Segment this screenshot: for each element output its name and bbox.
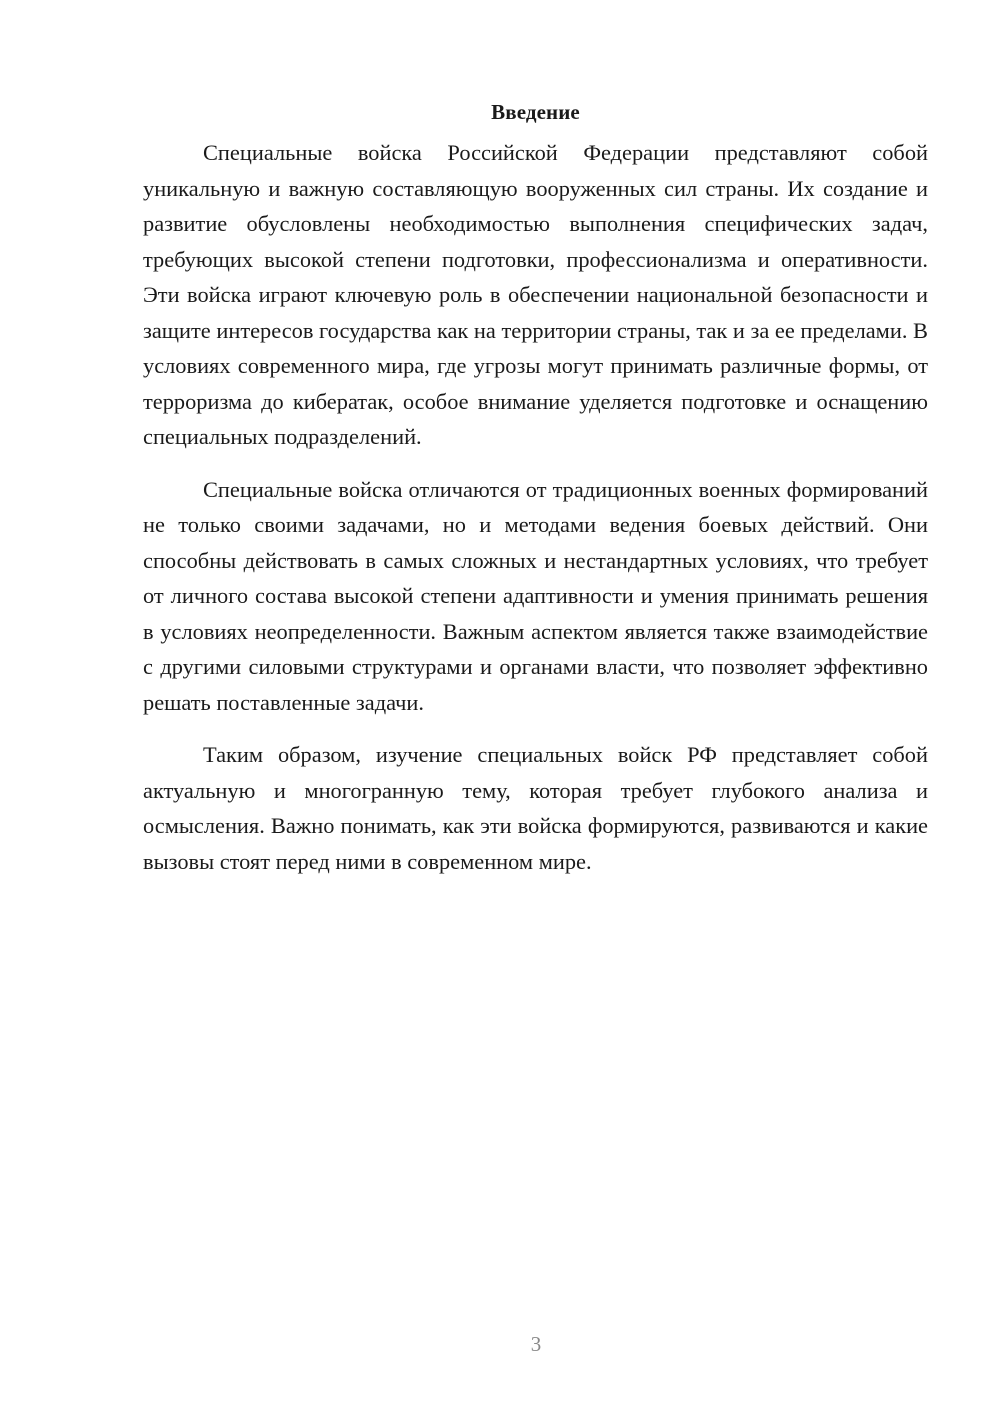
page-content bbox=[143, 97, 928, 896]
paragraph-2: Специальные войска отличаются от традиционных военных формирований не только своими задачами, но и методами ведения боевых действий. Они способны действовать в самых сложных и нестандартных условиях, что требует от личного состава высокой степени адаптивности и умения принимать решения в условиях неопределенности. Важным аспектом является также взаимодействие с другими силовыми структурами и органами власти, что позволяет эффективно решать поставленные задачи. bbox=[143, 476, 928, 715]
section-title: Введение bbox=[491, 100, 580, 124]
page-number: 3 bbox=[530, 1332, 542, 1356]
paragraph-3: Таким образом, изучение специальных войск РФ представляет собой актуальную и многогранную тему, которая требует глубокого анализа и осмысления. Важно понимать, как эти войска формируются, развиваются и какие вызовы стоят перед ними в современном мире. bbox=[143, 742, 928, 874]
paragraph-1: Специальные войска Российской Федерации представляют собой уникальную и важную составляющую вооруженных сил страны. Их создание и развитие обусловлены необходимостью выполнения специфических задач, требующих высокой степени подготовки, профессионализма и оперативности. Эти войска играют ключевую роль в обеспечении национальной безопасности и защите интересов государства как на территории страны, так и за ее пределами. В условиях современного мира, где угрозы могут принимать различные формы, от терроризма до кибератак, особое внимание уделяется подготовке и оснащению специальных подразделений. bbox=[143, 140, 928, 449]
